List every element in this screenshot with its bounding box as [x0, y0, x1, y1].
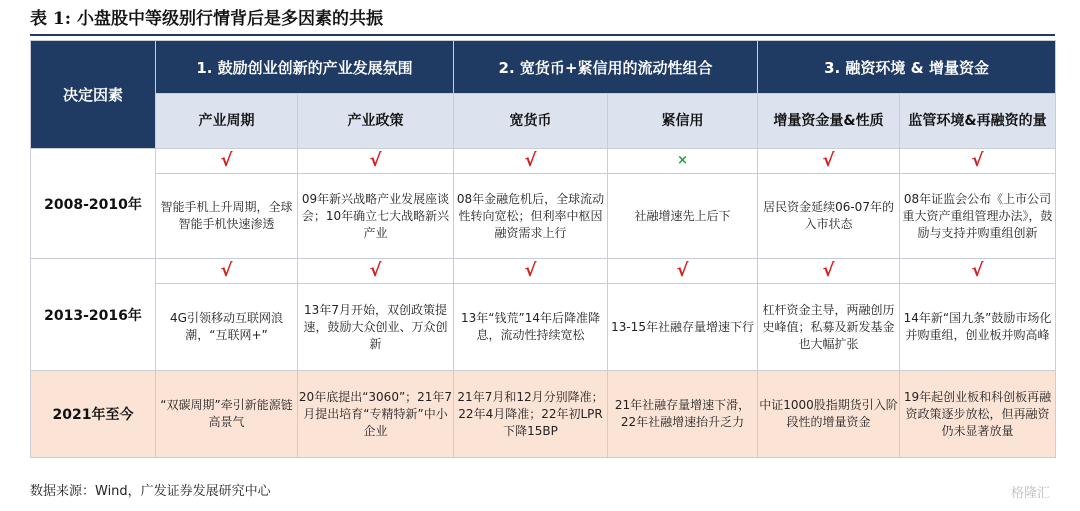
source-note: 数据来源：Wind，广发证券发展研究中心	[30, 484, 271, 499]
table-cell: 杠杆资金主导，两融创历史峰值；私募及新发基金也大幅扩张	[758, 284, 900, 371]
table-cell: 中证1000股指期货引入阶段性的增量资金	[758, 371, 900, 458]
table-cell: 居民资金延续06-07年的入市状态	[758, 174, 900, 259]
table-cell: 社融增速先上后下	[608, 174, 758, 259]
table-cell: 13-15年社融存量增速下行	[608, 284, 758, 371]
check-mark: √	[156, 149, 298, 174]
table-cell: 08年金融危机后，全球流动性转向宽松；但利率中枢因融资需求上行	[454, 174, 608, 259]
check-mark: √	[298, 259, 454, 284]
sub-header-cycle: 产业周期	[156, 94, 298, 149]
title-rule	[30, 34, 1055, 36]
table-cell: 智能手机上升周期，全球智能手机快速渗透	[156, 174, 298, 259]
watermark-logo: 格隆汇	[1010, 486, 1050, 501]
sub-header-regulation: 监管环境&再融资的量	[900, 94, 1056, 149]
sub-header-loose-money: 宽货币	[454, 94, 608, 149]
sub-header-policy: 产业政策	[298, 94, 454, 149]
cross-mark: ×	[608, 149, 758, 174]
factor-table	[30, 40, 1056, 458]
check-mark: √	[298, 149, 454, 174]
factor-label: 决定因素	[31, 41, 156, 149]
group-header-liquidity: 2. 宽货币+紧信用的流动性组合	[454, 41, 758, 94]
table-cell: 20年底提出“3060”；21年7月提出培育“专精特新”中小企业	[298, 371, 454, 458]
table-cell: 19年起创业板和科创板再融资政策逐步放松，但再融资仍未显著放量	[900, 371, 1056, 458]
table-cell: 14年新“国九条”鼓励市场化并购重组，创业板并购高峰	[900, 284, 1056, 371]
table-cell: 09年新兴战略产业发展座谈会；10年确立七大战略新兴产业	[298, 174, 454, 259]
check-mark: √	[758, 259, 900, 284]
table-cell: “双碳周期”牵引新能源链高景气	[156, 371, 298, 458]
check-mark: √	[608, 259, 758, 284]
table-cell: 4G引领移动互联网浪潮，“互联网+”	[156, 284, 298, 371]
table-cell: 13年7月开始，双创政策提速，鼓励大众创业、万众创新	[298, 284, 454, 371]
table-cell: 08年证监会公布《上市公司重大资产重组管理办法》，鼓励与支持并购重组创新	[900, 174, 1056, 259]
sub-header-tight-credit: 紧信用	[608, 94, 758, 149]
group-header-industry: 1. 鼓励创业创新的产业发展氛围	[156, 41, 454, 94]
group-header-financing: 3. 融资环境 & 增量资金	[758, 41, 1056, 94]
table-cell: 21年社融存量增速下滑，22年社融增速抬升乏力	[608, 371, 758, 458]
table-title: 表 1: 小盘股中等级别行情背后是多因素的共振	[30, 9, 383, 29]
check-mark: √	[900, 149, 1056, 174]
year-cell: 2013-2016年	[31, 259, 156, 371]
check-mark: √	[454, 149, 608, 174]
check-mark: √	[900, 259, 1056, 284]
check-mark: √	[156, 259, 298, 284]
sub-header-incremental-funds: 增量资金量&性质	[758, 94, 900, 149]
year-cell: 2021年至今	[31, 371, 156, 458]
year-cell: 2008-2010年	[31, 149, 156, 259]
check-mark: √	[758, 149, 900, 174]
table-cell: 13年“钱荒”14年后降准降息，流动性持续宽松	[454, 284, 608, 371]
check-mark: √	[454, 259, 608, 284]
table-cell: 21年7月和12月分别降准；22年4月降准；22年初LPR下降15BP	[454, 371, 608, 458]
